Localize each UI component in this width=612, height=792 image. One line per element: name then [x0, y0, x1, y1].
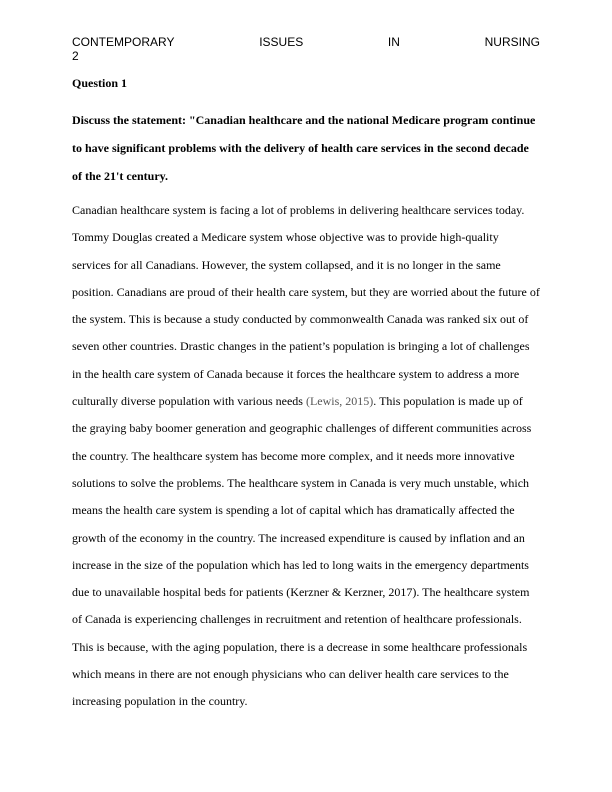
body-line: the country. The healthcare system has become more complex, and it needs more innovative [72, 448, 515, 463]
prompt-line: of the 21't century. [72, 169, 168, 183]
body-line: seven other countries. Drastic changes in the patient’s population is bringing a lot of challenges [72, 339, 530, 354]
body-text-segment: culturally diverse population with various needs [72, 394, 306, 409]
body-line: solutions to solve the problems. The healthcare system in Canada is very much unstable, which [72, 475, 530, 490]
body-line: the graying baby boomer generation and geographic challenges of different communities across [72, 421, 532, 436]
body-line: means the health care system is spending a lot of capital which has dramatically affected the [72, 503, 515, 518]
body-line: of Canada is experiencing challenges in recruitment and retention of healthcare professionals. [72, 612, 522, 627]
question-label: Question 1 [72, 76, 128, 90]
question-prompt [72, 106, 542, 190]
body-line: services for all Canadians. However, the system collapsed, and it is no longer in the same [72, 257, 501, 272]
body-line: Canadian healthcare system is facing a lot of problems in delivering healthcare services today. [72, 203, 525, 217]
body-line: Tommy Douglas created a Medicare system whose objective was to provide high-quality [72, 230, 499, 245]
body-line: This is because, with the aging population, there is a decrease in some healthcare professionals [72, 639, 528, 654]
body-line: which means in there are not enough physicians who can deliver health care services to the [72, 667, 509, 682]
body-line: in the health care system of Canada because it forces the healthcare system to address a more [72, 366, 520, 381]
prompt-line: to have significant problems with the delivery of health care services in the second decade [72, 141, 529, 155]
running-head [72, 35, 540, 49]
running-head-word: CONTEMPORARY [72, 35, 175, 49]
body-paragraph [72, 197, 542, 716]
body-line: growth of the economy in the country. The increased expenditure is caused by inflation and an [72, 530, 525, 545]
running-head-word: NURSING [484, 35, 540, 49]
prompt-line: Discuss the statement: "Canadian healthcare and the national Medicare program continue [72, 113, 536, 127]
body-text-segment: . This population is made up of [373, 394, 523, 409]
citation: (Lewis, 2015) [305, 394, 374, 409]
body-line: the system. This is because a study conducted by commonwealth Canada was ranked six out of [72, 312, 529, 327]
body-line: position. Canadians are proud of their health care system, but they are worried about the future of [72, 284, 540, 299]
body-line: increase in the size of the population which has led to long waits in the emergency departments [72, 557, 529, 572]
body-line: due to unavailable hospital beds for patients (Kerzner & Kerzner, 2017). The healthcare system [72, 585, 530, 600]
body-line: increasing population in the country. [72, 694, 248, 709]
body-line-with-citation [72, 388, 542, 415]
running-head-word: IN [387, 35, 400, 49]
page-number: 2 [72, 49, 79, 63]
running-head-word: ISSUES [259, 35, 304, 49]
